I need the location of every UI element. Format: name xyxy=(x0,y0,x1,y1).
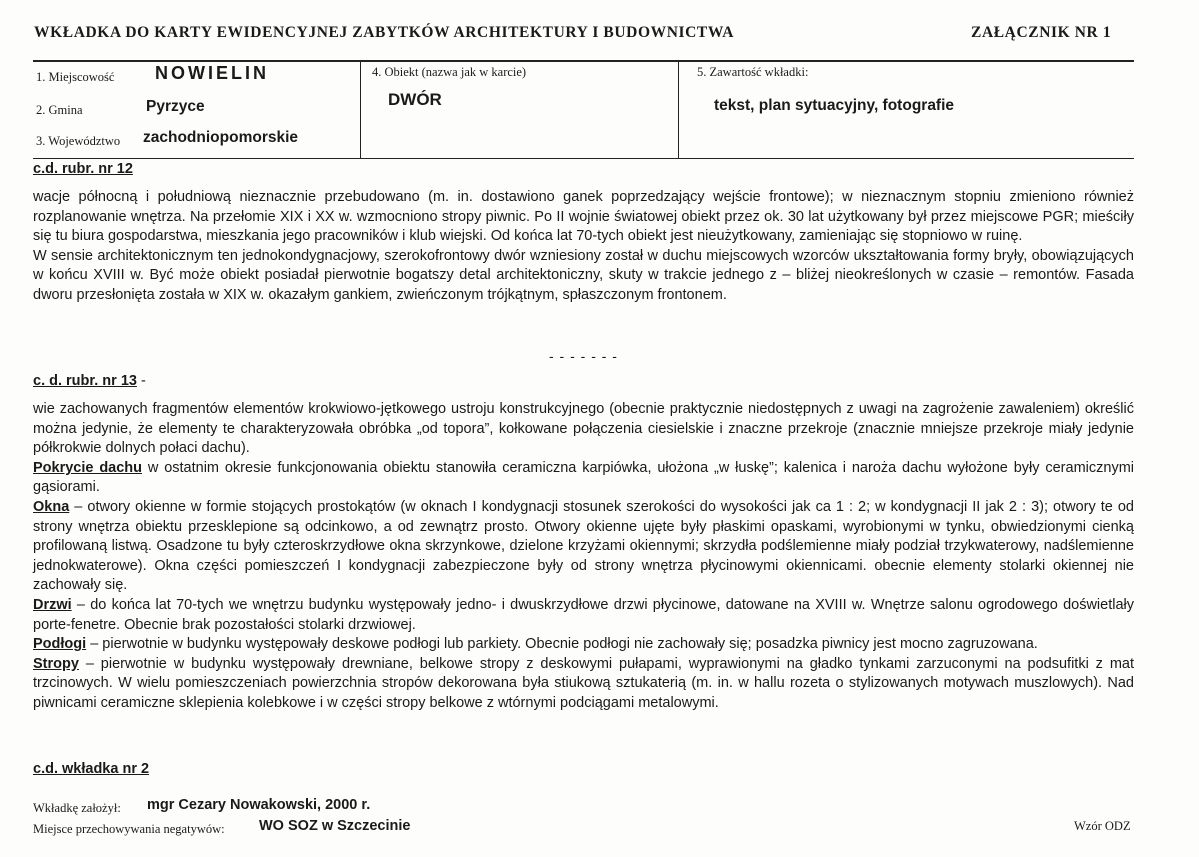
section-12-para-2: W sensie architektonicznym ten jednokondygnacjowy, szerokofrontowy dwór wzniesiony został w duchu miejscowych wzorców ukształtowania formy bryły, obowiązujących w końcu XVIII w. Być może obiekt posiadał pierwotnie bogatszy detal architektoniczny, skuty w trakcie jednego z – bliżej nieokreślonych w czasie – remontów. Fasada dworu przesłonięta została w XIX w. okazałym gankiem, zwieńczonym trójkątnym, spłaszczonym frontonem. xyxy=(33,247,1134,303)
term-podlogi: Podłogi xyxy=(33,636,87,653)
section-13-heading-suffix: - xyxy=(136,373,146,389)
storage-label: Miejsce przechowywania negatywów: xyxy=(33,822,225,836)
continuation-note-text: c.d. wkładka nr 2 xyxy=(33,761,150,777)
form-bottom-rule xyxy=(33,158,1134,159)
author-label: Wkładkę założył: xyxy=(33,801,121,815)
form-divider-2 xyxy=(678,61,679,158)
text-stropy: – pierwotnie w budynku występowały drewniane, belkowe stropy z deskowymi pułapami, wyprawionymi na gładko tynkami zarzuconymi na podsufitki z mat trzcinowych. W wielu pomieszczeniach powierzchnia stropów dekorowana była stiukową sztukaterią (m. in. w hallu rozeta o stylizowanych motywach muszlowych). Nad piwnicami ceramiczne sklepienia kolebkowe i w części stropy belkowe z wtórnymi podciągami metalowymi. xyxy=(33,655,1134,711)
field-value-miejscowosc: NOWIELIN xyxy=(155,63,269,83)
paragraph-okna xyxy=(33,498,1134,596)
storage-value: WO SOZ w Szczecinie xyxy=(259,818,411,834)
text-pokrycie-dachu: w ostatnim okresie funkcjonowania obiektu stanowiła ceramiczna karpiówka, ułożona „w łuskę”; kalenica i naroża dachu wyłożone były ceramicznymi gąsiorami. xyxy=(33,459,1134,496)
term-drzwi: Drzwi xyxy=(33,596,72,613)
paragraph-drzwi xyxy=(33,596,1134,635)
annex-number: ZAŁĄCZNIK NR 1 xyxy=(971,24,1112,41)
section-12-body xyxy=(33,188,1134,306)
template-mark: Wzór ODZ xyxy=(1074,819,1131,833)
term-okna: Okna xyxy=(33,498,70,515)
term-stropy: Stropy xyxy=(33,655,79,672)
section-separator: - - - - - - - xyxy=(549,348,618,364)
paragraph-pokrycie-dachu xyxy=(33,459,1134,498)
section-12-heading xyxy=(33,161,133,177)
section-13-heading-text: c. d. rubr. nr 13 xyxy=(33,373,137,389)
document-title: WKŁADKA DO KARTY EWIDENCYJNEJ ZABYTKÓW ARCHITEKTURY I BUDOWNICTWA xyxy=(34,24,735,41)
field-value-gmina: Pyrzyce xyxy=(146,98,205,115)
field-label-zawartosc: 5. Zawartość wkładki: xyxy=(697,65,809,79)
text-okna: – otwory okienne w formie stojących prostokątów (w oknach I kondygnacji stosunek szerokości do wysokości jak ca 1 : 2; w kondygnacji II jak 2 : 3); otwory te od strony wnętrza obiektu przesklepione są odcinkowo, a od zewnątrz prosto. Otwory okienne ujęte były płaskimi opaskami, wyrobionymi w tynku, obwiedzionymi cienką profilowaną listwą. Osadzone tu były czteroskrzydłowe okna skrzynkowe, dzielone krzyżami okiennymi; skrzydła podślemienne miały podział trzykwaterowy, nadślemienne jednokwaterowe). Okna części pomieszczeń I kondygnacji zabezpieczone były od strony wnętrza płycinowymi okiennicami. obecnie elementy stolarki okiennej nie zachowały się. xyxy=(33,498,1134,594)
field-label-miejscowosc: 1. Miejscowość xyxy=(36,70,115,84)
section-13-heading xyxy=(33,373,146,389)
field-value-obiekt: DWÓR xyxy=(388,90,442,109)
term-pokrycie-dachu: Pokrycie dachu xyxy=(33,459,143,476)
field-value-wojewodztwo: zachodniopomorskie xyxy=(143,129,299,146)
form-top-rule xyxy=(33,60,1134,62)
section-12-heading-text: c.d. rubr. nr 12 xyxy=(33,161,133,177)
section-13-body xyxy=(33,400,1134,714)
form-divider-1 xyxy=(360,61,361,158)
section-12-para-1: wacje północną i południową nieznacznie przebudowano (m. in. dostawiono ganek poprzedzający wejście frontowe); w nieznacznym stopniu zmieniono również rozplanowanie wnętrza. Na przełomie XIX i XX w. wzmocniono stropy piwnic. Po II wojnie światowej obiekt przez ok. 30 lat użytkowany był przez miejscowe PGR; mieściły się tu biura gospodarstwa, mieszkania jego pracowników i klub wiejski. Od końca lat 70-tych obiekt jest nieużytkowany, zamieniając się stopniowo w ruinę. xyxy=(33,189,1134,245)
field-label-obiekt: 4. Obiekt (nazwa jak w karcie) xyxy=(372,65,527,79)
paragraph-podlogi xyxy=(33,635,1134,655)
text-drzwi: – do końca lat 70-tych we wnętrzu budynku występowały jedno- i dwuskrzydłowe drzwi płycinowe, datowane na XVIII w. Wnętrze salonu ogrodowego doświetlały porte-fenetre. Obecnie brak pozostałości stolarki drzwiowej. xyxy=(33,596,1134,633)
section-13-intro: wie zachowanych fragmentów elementów krokwiowo-jętkowego ustroju konstrukcyjnego (obecnie praktycznie niedostępnych z uwagi na zagrożenie zawaleniem) określić można jedynie, że elementy te charakteryzowała obróbka „od topora”, kołkowane połączenia ciesielskie i znaczne przekroje (znacznie mniejsze przekroje miały jedynie półkrokwie dolnych połaci dachu). xyxy=(33,401,1134,457)
field-value-zawartosc: tekst, plan sytuacyjny, fotografie xyxy=(714,97,955,114)
field-label-wojewodztwo: 3. Województwo xyxy=(36,134,121,148)
continuation-note xyxy=(33,761,149,777)
text-podlogi: – pierwotnie w budynku występowały deskowe podłogi lub parkiety. Obecnie podłogi nie zachowały się; posadzka piwnicy jest mocno zagruzowana. xyxy=(86,636,1038,653)
author-value: mgr Cezary Nowakowski, 2000 r. xyxy=(147,797,371,813)
field-label-gmina: 2. Gmina xyxy=(36,103,83,117)
paragraph-stropy xyxy=(33,655,1134,714)
